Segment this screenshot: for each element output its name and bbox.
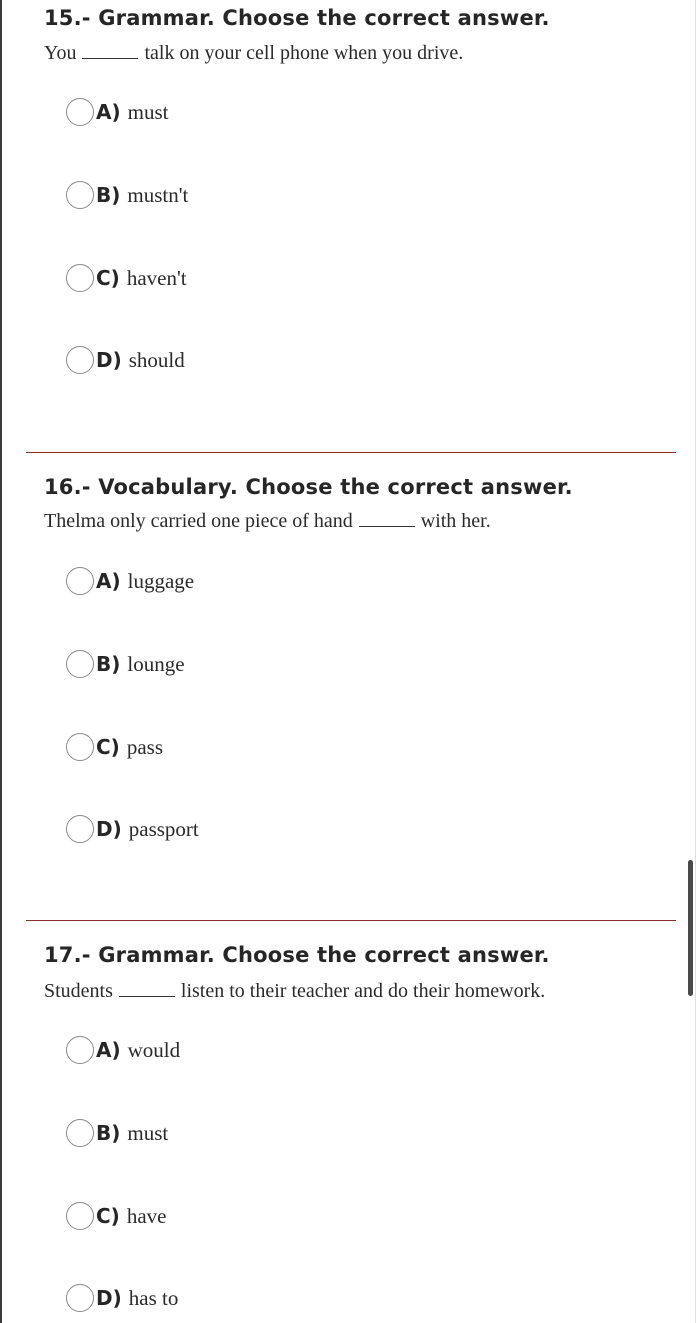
radio-button[interactable]	[66, 1119, 94, 1147]
option-c[interactable]	[66, 261, 187, 295]
option-text: have	[126, 1203, 167, 1228]
option-text: pass	[126, 734, 163, 759]
sentence-end: listen to their teacher and do their homework.	[180, 980, 546, 1002]
option-text: mustn't	[127, 182, 189, 207]
answer-blank	[119, 982, 175, 997]
question-divider	[26, 920, 676, 921]
answer-blank	[82, 44, 138, 59]
option-b[interactable]	[66, 1116, 168, 1150]
option-text: must	[127, 1120, 169, 1145]
option-letter: C)	[96, 1204, 120, 1228]
option-letter: A)	[96, 1038, 121, 1062]
radio-button[interactable]	[66, 733, 94, 761]
option-text: luggage	[127, 568, 195, 593]
option-a[interactable]	[66, 564, 194, 598]
radio-button[interactable]	[66, 264, 94, 292]
radio-button[interactable]	[66, 650, 94, 678]
radio-button[interactable]	[66, 567, 94, 595]
option-text: would	[127, 1037, 181, 1062]
radio-button[interactable]	[66, 181, 94, 209]
option-text: lounge	[127, 651, 185, 676]
option-letter: A)	[96, 569, 121, 593]
question-title: 15.- Grammar. Choose the correct answer.	[44, 6, 550, 30]
radio-button[interactable]	[66, 346, 94, 374]
option-b[interactable]	[66, 647, 185, 681]
option-c[interactable]	[66, 730, 163, 764]
sentence-start: Thelma only carried one piece of hand	[44, 510, 353, 532]
option-c[interactable]	[66, 1199, 166, 1233]
question-divider	[26, 452, 676, 453]
option-a[interactable]	[66, 95, 168, 129]
option-letter: B)	[96, 1121, 121, 1145]
option-a[interactable]	[66, 1033, 180, 1067]
option-letter: B)	[96, 652, 121, 676]
option-text: haven't	[126, 265, 187, 290]
radio-button[interactable]	[66, 98, 94, 126]
option-text: has to	[128, 1285, 179, 1310]
option-letter: D)	[96, 1286, 122, 1310]
question-title: 17.- Grammar. Choose the correct answer.	[44, 943, 550, 967]
option-letter: B)	[96, 183, 121, 207]
sentence-end: with her.	[420, 510, 491, 532]
scrollbar-thumb[interactable]	[688, 860, 693, 996]
question-sentence	[44, 510, 491, 533]
option-letter: C)	[96, 735, 120, 759]
sentence-start: You	[44, 42, 77, 64]
sentence-start: Students	[44, 980, 113, 1002]
option-d[interactable]	[66, 343, 185, 377]
option-text: must	[127, 99, 169, 124]
option-d[interactable]	[66, 812, 199, 846]
option-letter: C)	[96, 266, 120, 290]
radio-button[interactable]	[66, 1202, 94, 1230]
sentence-end: talk on your cell phone when you drive.	[144, 42, 464, 64]
option-d[interactable]	[66, 1281, 178, 1315]
option-text: should	[128, 347, 185, 372]
answer-blank	[359, 512, 415, 527]
option-b[interactable]	[66, 178, 188, 212]
option-letter: D)	[96, 817, 122, 841]
question-sentence	[44, 42, 463, 65]
option-letter: D)	[96, 348, 122, 372]
radio-button[interactable]	[66, 815, 94, 843]
radio-button[interactable]	[66, 1284, 94, 1312]
question-sentence	[44, 980, 545, 1003]
question-title: 16.- Vocabulary. Choose the correct answer.	[44, 475, 573, 499]
option-text: passport	[128, 816, 199, 841]
option-letter: A)	[96, 100, 121, 124]
radio-button[interactable]	[66, 1036, 94, 1064]
